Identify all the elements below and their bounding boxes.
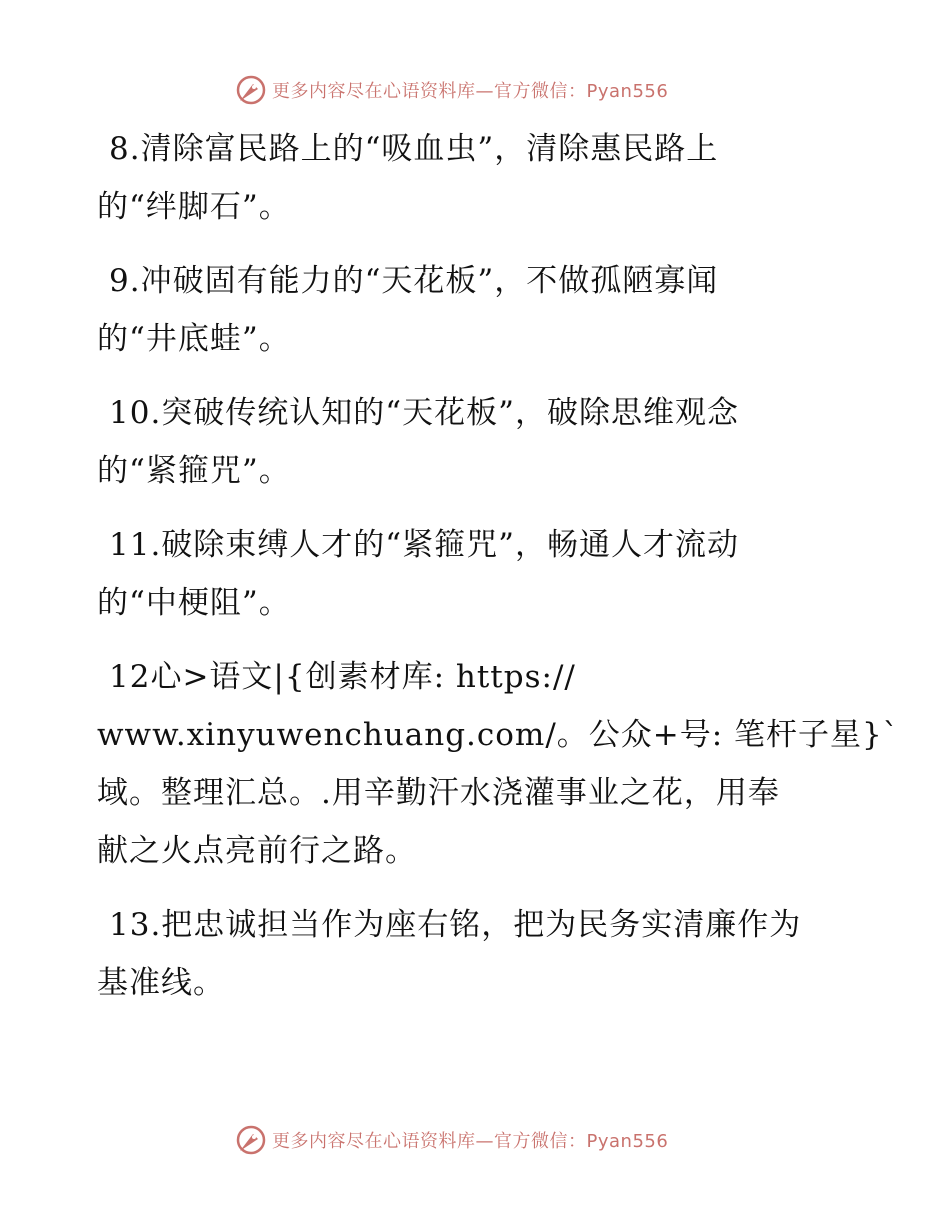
list-item-8 — [97, 120, 857, 236]
watermark-text: 更多内容尽在心语资料库—官方微信：Pyan556 — [272, 1131, 669, 1152]
header-watermark — [234, 73, 668, 107]
text-line: 域。整理汇总。.用辛勤汗水浇灌事业之花，用奉 — [97, 775, 780, 811]
text-line: 的“绊脚石”。 — [97, 189, 291, 225]
list-item-13 — [97, 896, 857, 1012]
text-line: 献之火点亮前行之路。 — [97, 833, 417, 869]
text-line: www.xinyuwenchuang.com/。公众+号: 笔杆子星}` — [97, 717, 900, 753]
list-item-11 — [97, 516, 857, 632]
pen-nib-logo-icon — [234, 1123, 268, 1157]
text-line: 13.把忠诚担当作为座右铭，把为民务实清廉作为 — [109, 907, 802, 943]
text-line: 9.冲破固有能力的“天花板”，不做孤陋寡闻 — [109, 263, 719, 299]
text-line: 12心>语文|{创素材库: https:// — [109, 659, 576, 695]
text-line: 基准线。 — [97, 965, 225, 1001]
text-line: 11.破除束缚人才的“紧箍咒”，畅通人才流动 — [109, 527, 739, 563]
document-body — [97, 120, 900, 1028]
footer-watermark — [234, 1123, 668, 1157]
text-line: 的“中梗阻”。 — [97, 585, 291, 621]
pen-nib-logo-icon — [234, 73, 268, 107]
text-line: 的“紧箍咒”。 — [97, 453, 291, 489]
list-item-12 — [97, 648, 900, 880]
watermark-text: 更多内容尽在心语资料库—官方微信：Pyan556 — [272, 81, 669, 102]
text-line: 的“井底蛙”。 — [97, 321, 291, 357]
list-item-10 — [97, 384, 857, 500]
list-item-9 — [97, 252, 857, 368]
text-line: 10.突破传统认知的“天花板”，破除思维观念 — [109, 395, 739, 431]
text-line: 8.清除富民路上的“吸血虫”，清除惠民路上 — [109, 131, 719, 167]
